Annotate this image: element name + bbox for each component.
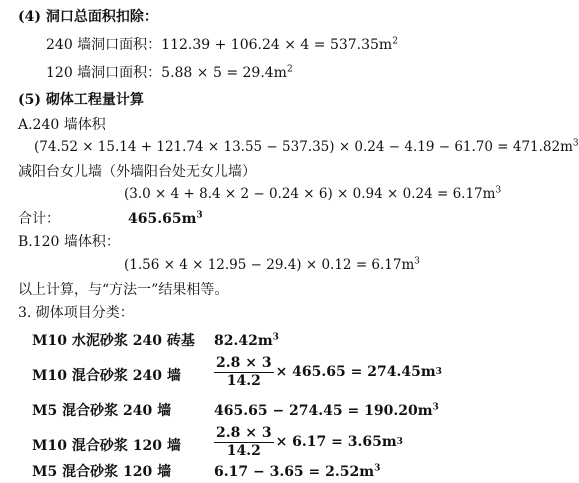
section-5-heading: (5) 砌体工程量计算 (18, 92, 144, 108)
unit-superscript: 3 (495, 185, 502, 196)
item-label-2: M5 混合砂浆 240 墙 (32, 403, 172, 419)
total-value: $465.65m^3$ (128, 210, 203, 227)
opening-area-120 (46, 66, 293, 80)
item-expr-4: $6.17 - 3.65 = 2.52m^3$ (214, 463, 381, 480)
total-row (18, 212, 203, 226)
opening-area-240-text: 240 墙洞口面积：112.39 + 106.24 × 4 = 537.35m (46, 37, 393, 53)
opening-area-240 (46, 38, 398, 52)
fraction: $\frac{2.8 \times 3}{14.2}$ (216, 425, 272, 459)
total-label: 合计： (18, 211, 60, 227)
unit-superscript: 2 (286, 64, 293, 75)
parapet-deduction-heading: 减阳台女儿墙（外墙阳台处无女儿墙） (18, 164, 256, 180)
unit-superscript: 2 (392, 36, 398, 47)
section-4-heading: (4) 洞口总面积扣除： (18, 9, 158, 25)
wall-240-volume-heading: A.240 墙体积 (18, 117, 106, 133)
wall-240-formula (34, 138, 579, 155)
parapet-formula-text: (3.0 × 4 + 8.4 × 2 − 0.24 × 6) × 0.94 × 0.24 = 6.17m (124, 186, 496, 202)
section-3-heading: 3. 砌体项目分类： (18, 305, 134, 321)
item-label-3: M10 混合砂浆 120 墙 (32, 438, 181, 454)
item-expr-2: $465.65 - 274.45 = 190.20m^3$ (214, 402, 439, 419)
item-label-1: M10 混合砂浆 240 墙 (32, 368, 181, 384)
fraction: $\frac{2.8 \times 3}{14.2}$ (216, 355, 272, 389)
wall-120-formula (124, 256, 421, 273)
item-expr-1: $\frac{2.8 \times 3}{14.2}$ × 465.65 = 274.45m 3 (216, 355, 442, 389)
unit-superscript: 3 (414, 256, 421, 267)
conclusion-text: 以上计算，与“方法一”结果相等。 (18, 282, 229, 298)
item-expr-0: $82.42m^3$ (214, 332, 279, 349)
item-expr-3: $\frac{2.8 \times 3}{14.2}$ × 6.17 = 3.65m 3 (216, 425, 403, 459)
wall-120-formula-text: (1.56 × 4 × 12.95 − 29.4) × 0.12 = 6.17m (124, 257, 415, 273)
wall-240-formula-text: (74.52 × 15.14 + 121.74 × 13.55 − 537.35) × 0.24 − 4.19 − 61.70 = 471.82m (34, 139, 573, 155)
opening-area-120-text: 120 墙洞口面积：5.88 × 5 = 29.4m (46, 65, 287, 81)
item-label-0: M10 水泥砂浆 240 砖基 (32, 333, 195, 349)
item-label-4: M5 混合砂浆 120 墙 (32, 464, 172, 480)
parapet-formula (124, 185, 502, 202)
unit-superscript: 3 (572, 138, 579, 149)
wall-120-volume-heading: B.120 墙体积： (18, 234, 120, 250)
